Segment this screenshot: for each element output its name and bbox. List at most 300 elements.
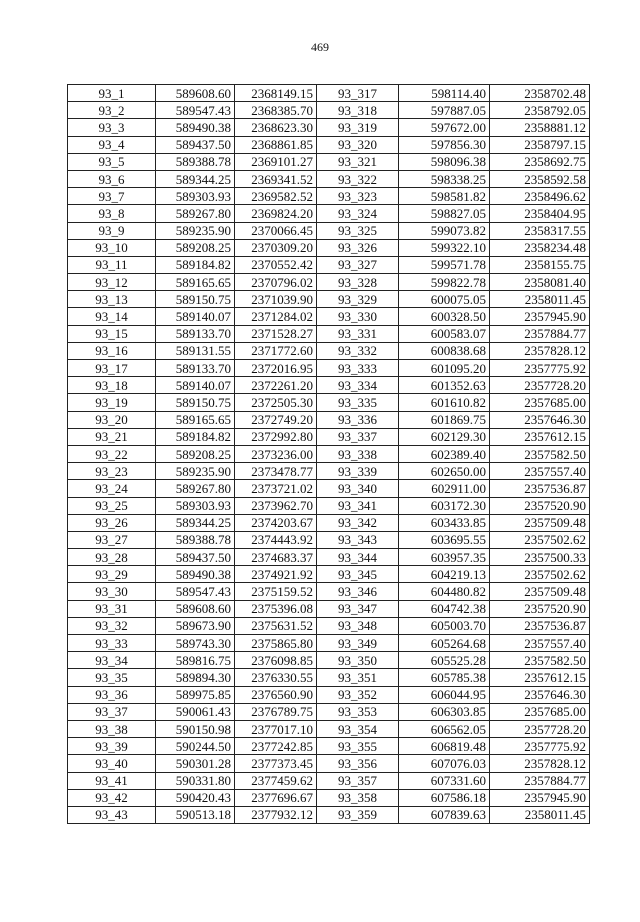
- x-coordinate-left: 589608.60: [156, 600, 235, 617]
- y-coordinate-left: 2371039.90: [235, 291, 317, 308]
- y-coordinate-left: 2368623.30: [235, 119, 317, 136]
- table-row: [68, 806, 590, 823]
- y-coordinate-left: 2376789.75: [235, 703, 317, 720]
- table-row: [68, 85, 590, 102]
- y-coordinate-left: 2374683.37: [235, 549, 317, 566]
- x-coordinate-left: 589140.07: [156, 308, 235, 325]
- y-coordinate-right: 2357582.50: [490, 652, 590, 669]
- table-row: [68, 119, 590, 136]
- y-coordinate-right: 2357557.40: [490, 463, 590, 480]
- y-coordinate-left: 2377459.62: [235, 772, 317, 789]
- point-id-left: 93_21: [68, 428, 156, 445]
- y-coordinate-right: 2357775.92: [490, 360, 590, 377]
- point-id-left: 93_36: [68, 686, 156, 703]
- coordinates-table-body: [68, 85, 590, 824]
- table-row: [68, 583, 590, 600]
- x-coordinate-right: 605003.70: [399, 617, 490, 634]
- x-coordinate-right: 607839.63: [399, 806, 490, 823]
- point-id-left: 93_9: [68, 222, 156, 239]
- table-row: [68, 497, 590, 514]
- point-id-right: 93_334: [317, 377, 399, 394]
- point-id-left: 93_30: [68, 583, 156, 600]
- point-id-right: 93_332: [317, 342, 399, 359]
- point-id-right: 93_342: [317, 514, 399, 531]
- table-row: [68, 360, 590, 377]
- point-id-right: 93_318: [317, 102, 399, 119]
- point-id-right: 93_359: [317, 806, 399, 823]
- y-coordinate-right: 2357536.87: [490, 480, 590, 497]
- y-coordinate-right: 2357884.77: [490, 772, 590, 789]
- x-coordinate-left: 589267.80: [156, 205, 235, 222]
- x-coordinate-right: 600838.68: [399, 342, 490, 359]
- point-id-left: 93_43: [68, 806, 156, 823]
- x-coordinate-right: 600583.07: [399, 325, 490, 342]
- table-row: [68, 445, 590, 462]
- x-coordinate-right: 601095.20: [399, 360, 490, 377]
- table-row: [68, 652, 590, 669]
- y-coordinate-right: 2358011.45: [490, 291, 590, 308]
- point-id-right: 93_317: [317, 85, 399, 102]
- point-id-right: 93_339: [317, 463, 399, 480]
- y-coordinate-left: 2371772.60: [235, 342, 317, 359]
- x-coordinate-left: 589184.82: [156, 256, 235, 273]
- page-number: 469: [311, 40, 329, 54]
- point-id-right: 93_348: [317, 617, 399, 634]
- x-coordinate-right: 603172.30: [399, 497, 490, 514]
- x-coordinate-right: 598114.40: [399, 85, 490, 102]
- point-id-left: 93_32: [68, 617, 156, 634]
- x-coordinate-left: 589608.60: [156, 85, 235, 102]
- table-row: [68, 772, 590, 789]
- point-id-right: 93_324: [317, 205, 399, 222]
- point-id-left: 93_35: [68, 669, 156, 686]
- point-id-left: 93_37: [68, 703, 156, 720]
- y-coordinate-left: 2372505.30: [235, 394, 317, 411]
- point-id-left: 93_1: [68, 85, 156, 102]
- y-coordinate-left: 2370066.45: [235, 222, 317, 239]
- x-coordinate-left: 589133.70: [156, 360, 235, 377]
- point-id-right: 93_352: [317, 686, 399, 703]
- y-coordinate-right: 2357728.20: [490, 720, 590, 737]
- y-coordinate-left: 2369101.27: [235, 153, 317, 170]
- point-id-left: 93_8: [68, 205, 156, 222]
- table-row: [68, 703, 590, 720]
- point-id-left: 93_12: [68, 274, 156, 291]
- table-row: [68, 514, 590, 531]
- y-coordinate-left: 2368385.70: [235, 102, 317, 119]
- y-coordinate-right: 2358155.75: [490, 256, 590, 273]
- y-coordinate-right: 2357884.77: [490, 325, 590, 342]
- x-coordinate-left: 590150.98: [156, 720, 235, 737]
- point-id-right: 93_343: [317, 531, 399, 548]
- point-id-right: 93_346: [317, 583, 399, 600]
- y-coordinate-left: 2377242.85: [235, 738, 317, 755]
- x-coordinate-right: 598827.05: [399, 205, 490, 222]
- x-coordinate-left: 589303.93: [156, 188, 235, 205]
- x-coordinate-right: 600328.50: [399, 308, 490, 325]
- y-coordinate-left: 2374203.67: [235, 514, 317, 531]
- point-id-left: 93_40: [68, 755, 156, 772]
- point-id-right: 93_321: [317, 153, 399, 170]
- point-id-left: 93_20: [68, 411, 156, 428]
- y-coordinate-left: 2372261.20: [235, 377, 317, 394]
- y-coordinate-right: 2358317.55: [490, 222, 590, 239]
- y-coordinate-right: 2357828.12: [490, 342, 590, 359]
- y-coordinate-right: 2357500.33: [490, 549, 590, 566]
- point-id-right: 93_322: [317, 170, 399, 187]
- point-id-right: 93_337: [317, 428, 399, 445]
- y-coordinate-left: 2374921.92: [235, 566, 317, 583]
- y-coordinate-right: 2358404.95: [490, 205, 590, 222]
- x-coordinate-right: 606303.85: [399, 703, 490, 720]
- y-coordinate-right: 2357612.15: [490, 669, 590, 686]
- x-coordinate-right: 603433.85: [399, 514, 490, 531]
- point-id-right: 93_357: [317, 772, 399, 789]
- table-row: [68, 411, 590, 428]
- x-coordinate-right: 604742.38: [399, 600, 490, 617]
- table-row: [68, 274, 590, 291]
- y-coordinate-right: 2357509.48: [490, 514, 590, 531]
- point-id-left: 93_5: [68, 153, 156, 170]
- table-row: [68, 308, 590, 325]
- x-coordinate-right: 597672.00: [399, 119, 490, 136]
- y-coordinate-right: 2357945.90: [490, 789, 590, 806]
- x-coordinate-right: 604480.82: [399, 583, 490, 600]
- x-coordinate-right: 598096.38: [399, 153, 490, 170]
- y-coordinate-left: 2369341.52: [235, 170, 317, 187]
- point-id-right: 93_325: [317, 222, 399, 239]
- y-coordinate-left: 2376330.55: [235, 669, 317, 686]
- x-coordinate-left: 589388.78: [156, 153, 235, 170]
- point-id-left: 93_14: [68, 308, 156, 325]
- x-coordinate-right: 597887.05: [399, 102, 490, 119]
- x-coordinate-left: 590331.80: [156, 772, 235, 789]
- point-id-right: 93_350: [317, 652, 399, 669]
- y-coordinate-left: 2375865.80: [235, 635, 317, 652]
- table-row: [68, 291, 590, 308]
- y-coordinate-right: 2358797.15: [490, 136, 590, 153]
- y-coordinate-right: 2357520.90: [490, 497, 590, 514]
- x-coordinate-right: 598338.25: [399, 170, 490, 187]
- table-row: [68, 669, 590, 686]
- x-coordinate-left: 589208.25: [156, 239, 235, 256]
- point-id-right: 93_349: [317, 635, 399, 652]
- x-coordinate-right: 599571.78: [399, 256, 490, 273]
- point-id-left: 93_22: [68, 445, 156, 462]
- point-id-right: 93_328: [317, 274, 399, 291]
- point-id-left: 93_31: [68, 600, 156, 617]
- y-coordinate-right: 2358592.58: [490, 170, 590, 187]
- x-coordinate-left: 589133.70: [156, 325, 235, 342]
- x-coordinate-right: 607331.60: [399, 772, 490, 789]
- x-coordinate-right: 607586.18: [399, 789, 490, 806]
- y-coordinate-left: 2373962.70: [235, 497, 317, 514]
- y-coordinate-right: 2357536.87: [490, 617, 590, 634]
- y-coordinate-right: 2357612.15: [490, 428, 590, 445]
- x-coordinate-left: 589303.93: [156, 497, 235, 514]
- y-coordinate-left: 2376098.85: [235, 652, 317, 669]
- y-coordinate-right: 2357646.30: [490, 411, 590, 428]
- x-coordinate-left: 589235.90: [156, 222, 235, 239]
- point-id-left: 93_29: [68, 566, 156, 583]
- y-coordinate-right: 2357557.40: [490, 635, 590, 652]
- x-coordinate-right: 600075.05: [399, 291, 490, 308]
- point-id-right: 93_320: [317, 136, 399, 153]
- x-coordinate-left: 589344.25: [156, 514, 235, 531]
- x-coordinate-left: 589235.90: [156, 463, 235, 480]
- x-coordinate-left: 589208.25: [156, 445, 235, 462]
- x-coordinate-left: 589140.07: [156, 377, 235, 394]
- point-id-left: 93_26: [68, 514, 156, 531]
- y-coordinate-left: 2377696.67: [235, 789, 317, 806]
- y-coordinate-left: 2375631.52: [235, 617, 317, 634]
- y-coordinate-right: 2357646.30: [490, 686, 590, 703]
- point-id-left: 93_39: [68, 738, 156, 755]
- x-coordinate-left: 590513.18: [156, 806, 235, 823]
- y-coordinate-left: 2370796.02: [235, 274, 317, 291]
- y-coordinate-right: 2357828.12: [490, 755, 590, 772]
- x-coordinate-right: 602650.00: [399, 463, 490, 480]
- y-coordinate-left: 2371284.02: [235, 308, 317, 325]
- table-row: [68, 377, 590, 394]
- x-coordinate-right: 603695.55: [399, 531, 490, 548]
- point-id-right: 93_333: [317, 360, 399, 377]
- x-coordinate-left: 589437.50: [156, 136, 235, 153]
- y-coordinate-right: 2357520.90: [490, 600, 590, 617]
- point-id-left: 93_24: [68, 480, 156, 497]
- point-id-right: 93_336: [317, 411, 399, 428]
- y-coordinate-right: 2357582.50: [490, 445, 590, 462]
- y-coordinate-right: 2357775.92: [490, 738, 590, 755]
- point-id-right: 93_329: [317, 291, 399, 308]
- point-id-right: 93_358: [317, 789, 399, 806]
- y-coordinate-left: 2377017.10: [235, 720, 317, 737]
- x-coordinate-right: 606819.48: [399, 738, 490, 755]
- x-coordinate-left: 589437.50: [156, 549, 235, 566]
- x-coordinate-left: 589165.65: [156, 411, 235, 428]
- x-coordinate-right: 602389.40: [399, 445, 490, 462]
- y-coordinate-right: 2357509.48: [490, 583, 590, 600]
- y-coordinate-right: 2358011.45: [490, 806, 590, 823]
- point-id-left: 93_41: [68, 772, 156, 789]
- x-coordinate-right: 605785.38: [399, 669, 490, 686]
- x-coordinate-right: 599073.82: [399, 222, 490, 239]
- y-coordinate-right: 2358692.75: [490, 153, 590, 170]
- x-coordinate-left: 589165.65: [156, 274, 235, 291]
- x-coordinate-right: 599822.78: [399, 274, 490, 291]
- y-coordinate-right: 2357728.20: [490, 377, 590, 394]
- table-row: [68, 463, 590, 480]
- y-coordinate-left: 2369824.20: [235, 205, 317, 222]
- point-id-right: 93_353: [317, 703, 399, 720]
- table-row: [68, 600, 590, 617]
- y-coordinate-right: 2358496.62: [490, 188, 590, 205]
- point-id-left: 93_15: [68, 325, 156, 342]
- x-coordinate-left: 589490.38: [156, 566, 235, 583]
- table-row: [68, 205, 590, 222]
- point-id-left: 93_23: [68, 463, 156, 480]
- y-coordinate-right: 2357502.62: [490, 531, 590, 548]
- point-id-left: 93_17: [68, 360, 156, 377]
- x-coordinate-right: 606562.05: [399, 720, 490, 737]
- y-coordinate-right: 2358702.48: [490, 85, 590, 102]
- table-row: [68, 256, 590, 273]
- y-coordinate-right: 2358234.48: [490, 239, 590, 256]
- point-id-right: 93_331: [317, 325, 399, 342]
- y-coordinate-right: 2357945.90: [490, 308, 590, 325]
- y-coordinate-right: 2358792.05: [490, 102, 590, 119]
- point-id-right: 93_326: [317, 239, 399, 256]
- point-id-left: 93_38: [68, 720, 156, 737]
- point-id-left: 93_6: [68, 170, 156, 187]
- x-coordinate-left: 589816.75: [156, 652, 235, 669]
- table-row: [68, 325, 590, 342]
- x-coordinate-right: 602911.00: [399, 480, 490, 497]
- table-row: [68, 102, 590, 119]
- y-coordinate-right: 2357685.00: [490, 703, 590, 720]
- x-coordinate-right: 604219.13: [399, 566, 490, 583]
- point-id-right: 93_341: [317, 497, 399, 514]
- y-coordinate-left: 2374443.92: [235, 531, 317, 548]
- table-row: [68, 394, 590, 411]
- y-coordinate-left: 2373721.02: [235, 480, 317, 497]
- point-id-left: 93_4: [68, 136, 156, 153]
- y-coordinate-left: 2372749.20: [235, 411, 317, 428]
- table-row: [68, 617, 590, 634]
- point-id-left: 93_33: [68, 635, 156, 652]
- table-row: [68, 239, 590, 256]
- x-coordinate-right: 605525.28: [399, 652, 490, 669]
- point-id-left: 93_18: [68, 377, 156, 394]
- point-id-right: 93_327: [317, 256, 399, 273]
- y-coordinate-left: 2372016.95: [235, 360, 317, 377]
- x-coordinate-left: 589547.43: [156, 102, 235, 119]
- point-id-left: 93_28: [68, 549, 156, 566]
- x-coordinate-right: 601869.75: [399, 411, 490, 428]
- x-coordinate-left: 589975.85: [156, 686, 235, 703]
- y-coordinate-left: 2370309.20: [235, 239, 317, 256]
- point-id-right: 93_340: [317, 480, 399, 497]
- x-coordinate-right: 602129.30: [399, 428, 490, 445]
- x-coordinate-right: 599322.10: [399, 239, 490, 256]
- y-coordinate-right: 2358081.40: [490, 274, 590, 291]
- table-row: [68, 789, 590, 806]
- y-coordinate-left: 2368861.85: [235, 136, 317, 153]
- table-row: [68, 188, 590, 205]
- table-row: [68, 531, 590, 548]
- x-coordinate-left: 589150.75: [156, 394, 235, 411]
- coordinates-table: [67, 84, 590, 824]
- x-coordinate-right: 607076.03: [399, 755, 490, 772]
- x-coordinate-left: 590061.43: [156, 703, 235, 720]
- table-row: [68, 549, 590, 566]
- x-coordinate-left: 589344.25: [156, 170, 235, 187]
- table-row: [68, 720, 590, 737]
- point-id-left: 93_7: [68, 188, 156, 205]
- x-coordinate-left: 589388.78: [156, 531, 235, 548]
- point-id-right: 93_354: [317, 720, 399, 737]
- point-id-right: 93_347: [317, 600, 399, 617]
- point-id-left: 93_27: [68, 531, 156, 548]
- y-coordinate-left: 2375159.52: [235, 583, 317, 600]
- x-coordinate-left: 589894.30: [156, 669, 235, 686]
- point-id-left: 93_19: [68, 394, 156, 411]
- y-coordinate-left: 2372992.80: [235, 428, 317, 445]
- point-id-right: 93_323: [317, 188, 399, 205]
- table-row: [68, 222, 590, 239]
- table-row: [68, 686, 590, 703]
- point-id-left: 93_34: [68, 652, 156, 669]
- x-coordinate-right: 605264.68: [399, 635, 490, 652]
- table-row: [68, 170, 590, 187]
- y-coordinate-left: 2370552.42: [235, 256, 317, 273]
- y-coordinate-right: 2358881.12: [490, 119, 590, 136]
- x-coordinate-left: 589490.38: [156, 119, 235, 136]
- y-coordinate-left: 2368149.15: [235, 85, 317, 102]
- point-id-right: 93_335: [317, 394, 399, 411]
- x-coordinate-left: 590244.50: [156, 738, 235, 755]
- point-id-right: 93_351: [317, 669, 399, 686]
- point-id-left: 93_2: [68, 102, 156, 119]
- y-coordinate-right: 2357685.00: [490, 394, 590, 411]
- x-coordinate-right: 603957.35: [399, 549, 490, 566]
- table-row: [68, 428, 590, 445]
- table-row: [68, 635, 590, 652]
- y-coordinate-left: 2376560.90: [235, 686, 317, 703]
- y-coordinate-left: 2375396.08: [235, 600, 317, 617]
- table-row: [68, 738, 590, 755]
- point-id-right: 93_338: [317, 445, 399, 462]
- point-id-right: 93_345: [317, 566, 399, 583]
- x-coordinate-right: 597856.30: [399, 136, 490, 153]
- point-id-right: 93_355: [317, 738, 399, 755]
- x-coordinate-left: 589547.43: [156, 583, 235, 600]
- x-coordinate-left: 589150.75: [156, 291, 235, 308]
- x-coordinate-left: 589743.30: [156, 635, 235, 652]
- x-coordinate-right: 606044.95: [399, 686, 490, 703]
- y-coordinate-left: 2371528.27: [235, 325, 317, 342]
- y-coordinate-left: 2373236.00: [235, 445, 317, 462]
- point-id-left: 93_13: [68, 291, 156, 308]
- y-coordinate-left: 2377932.12: [235, 806, 317, 823]
- x-coordinate-left: 589131.55: [156, 342, 235, 359]
- x-coordinate-left: 590301.28: [156, 755, 235, 772]
- point-id-right: 93_319: [317, 119, 399, 136]
- table-row: [68, 136, 590, 153]
- point-id-left: 93_3: [68, 119, 156, 136]
- point-id-right: 93_330: [317, 308, 399, 325]
- x-coordinate-right: 601610.82: [399, 394, 490, 411]
- x-coordinate-left: 590420.43: [156, 789, 235, 806]
- x-coordinate-right: 598581.82: [399, 188, 490, 205]
- point-id-left: 93_11: [68, 256, 156, 273]
- y-coordinate-left: 2369582.52: [235, 188, 317, 205]
- y-coordinate-left: 2373478.77: [235, 463, 317, 480]
- x-coordinate-left: 589184.82: [156, 428, 235, 445]
- table-row: [68, 755, 590, 772]
- point-id-right: 93_344: [317, 549, 399, 566]
- table-row: [68, 342, 590, 359]
- table-row: [68, 566, 590, 583]
- point-id-left: 93_25: [68, 497, 156, 514]
- point-id-left: 93_16: [68, 342, 156, 359]
- y-coordinate-right: 2357502.62: [490, 566, 590, 583]
- x-coordinate-right: 601352.63: [399, 377, 490, 394]
- table-row: [68, 480, 590, 497]
- point-id-left: 93_42: [68, 789, 156, 806]
- point-id-left: 93_10: [68, 239, 156, 256]
- x-coordinate-left: 589267.80: [156, 480, 235, 497]
